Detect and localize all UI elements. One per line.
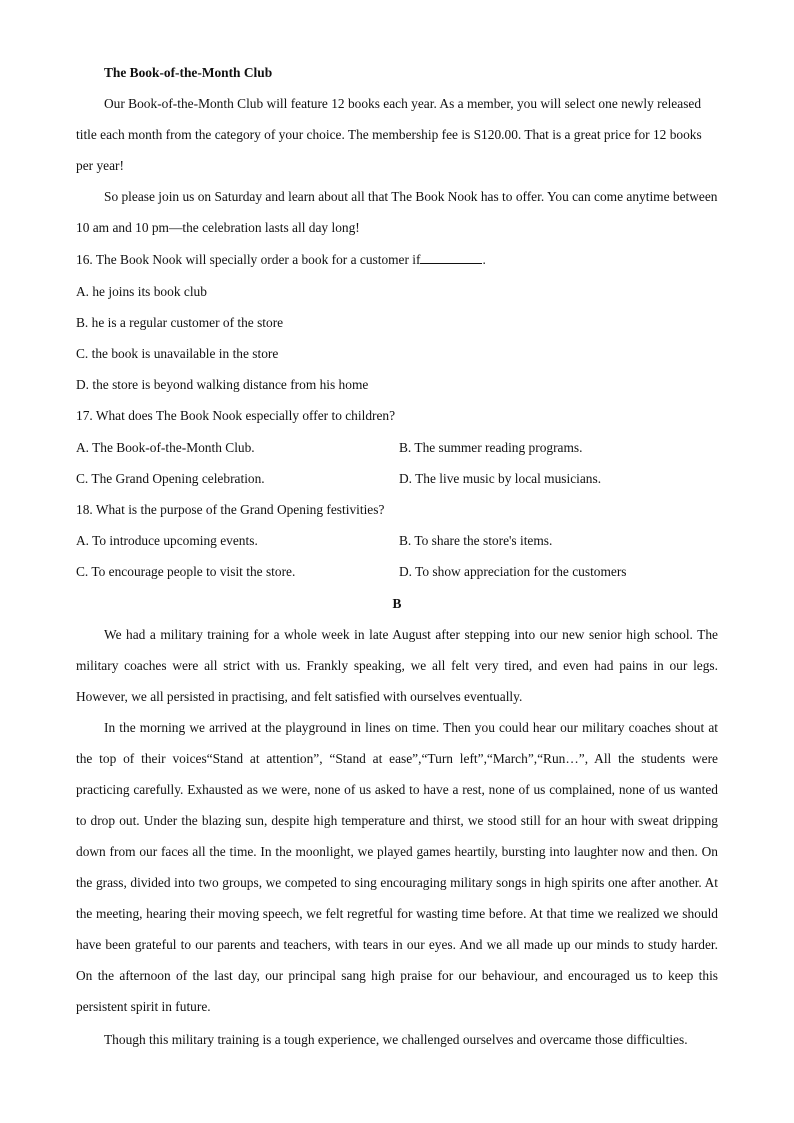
question-17-option-a: A. The Book-of-the-Month Club. [76,440,255,455]
question-16-option-a: A. he joins its book club [76,284,207,299]
passage-b-paragraph-1: We had a military training for a whole week in late August after stepping into our new senior high school. The military coaches were all strict with us. Frankly speaking, we all felt very tired, and even had pains in our legs. However, we all persisted in practising, and felt satisfied with ourselves eventually. [76,627,718,704]
question-17-option-b: B. The summer reading programs. [399,440,583,455]
question-17-option-c: C. The Grand Opening celebration. [76,471,265,486]
passage-a-paragraph-2: So please join us on Saturday and learn about all that The Book Nook has to offer. You can come anytime between 10 am and 10 pm—the celebration lasts all day long! [76,189,718,235]
passage-a-paragraph-1: Our Book-of-the-Month Club will feature 12 books each year. As a member, you will select one newly released title each month from the category of your choice. The membership fee is S120.00. That is a great price for 12 books per year! [76,96,702,173]
question-17-option-d: D. The live music by local musicians. [399,471,602,486]
question-18-option-b: B. To share the store's items. [399,533,553,548]
question-17-stem: 17. What does The Book Nook especially offer to children? [76,408,396,423]
question-16-option-c: C. the book is unavailable in the store [76,346,279,361]
passage-b-paragraph-3: Though this military training is a tough experience, we challenged ourselves and overcame those difficulties. [104,1032,688,1047]
question-16-stem-end: . [482,252,486,267]
question-18-option-d: D. To show appreciation for the customers [399,564,627,579]
answer-blank [420,251,482,264]
passage-heading: The Book-of-the-Month Club [104,65,273,80]
section-b-label: B [392,596,402,611]
question-16-option-d: D. the store is beyond walking distance from his home [76,377,369,392]
question-18-option-c: C. To encourage people to visit the store. [76,564,296,579]
question-16 [76,244,486,275]
question-18-option-a: A. To introduce upcoming events. [76,533,258,548]
passage-b-paragraph-2: In the morning we arrived at the playground in lines on time. Then you could hear our military coaches shout at the top of their voices“Stand at attention”, “Stand at ease”,“Turn left”,“March”,“Run…”, All the students were practicing carefully. Exhausted as we were, none of us asked to have a rest, none of us complained, none of us wanted to drop out. Under the blazing sun, despite high temperature and thirst, we stood still for an hour with sweat dripping down from our faces all the time. In the moonlight, we played games heartily, bursting into laughter now and then. On the grass, divided into two groups, we competed to sing encouraging military songs in high spirits one after another. At the meeting, hearing their moving speech, we felt regretful for wasting time before. At that time we realized we should have been grateful to our parents and teachers, with tears in our eyes. And we all made up our minds to study harder. On the afternoon of the last day, our principal sang high praise for our behaviour, and encouraged us to keep this persistent spirit in future. [76,720,718,1014]
question-18-stem: 18. What is the purpose of the Grand Opening festivities? [76,502,385,517]
question-16-stem: 16. The Book Nook will specially order a book for a customer if [76,252,421,267]
question-16-option-b: B. he is a regular customer of the store [76,315,284,330]
